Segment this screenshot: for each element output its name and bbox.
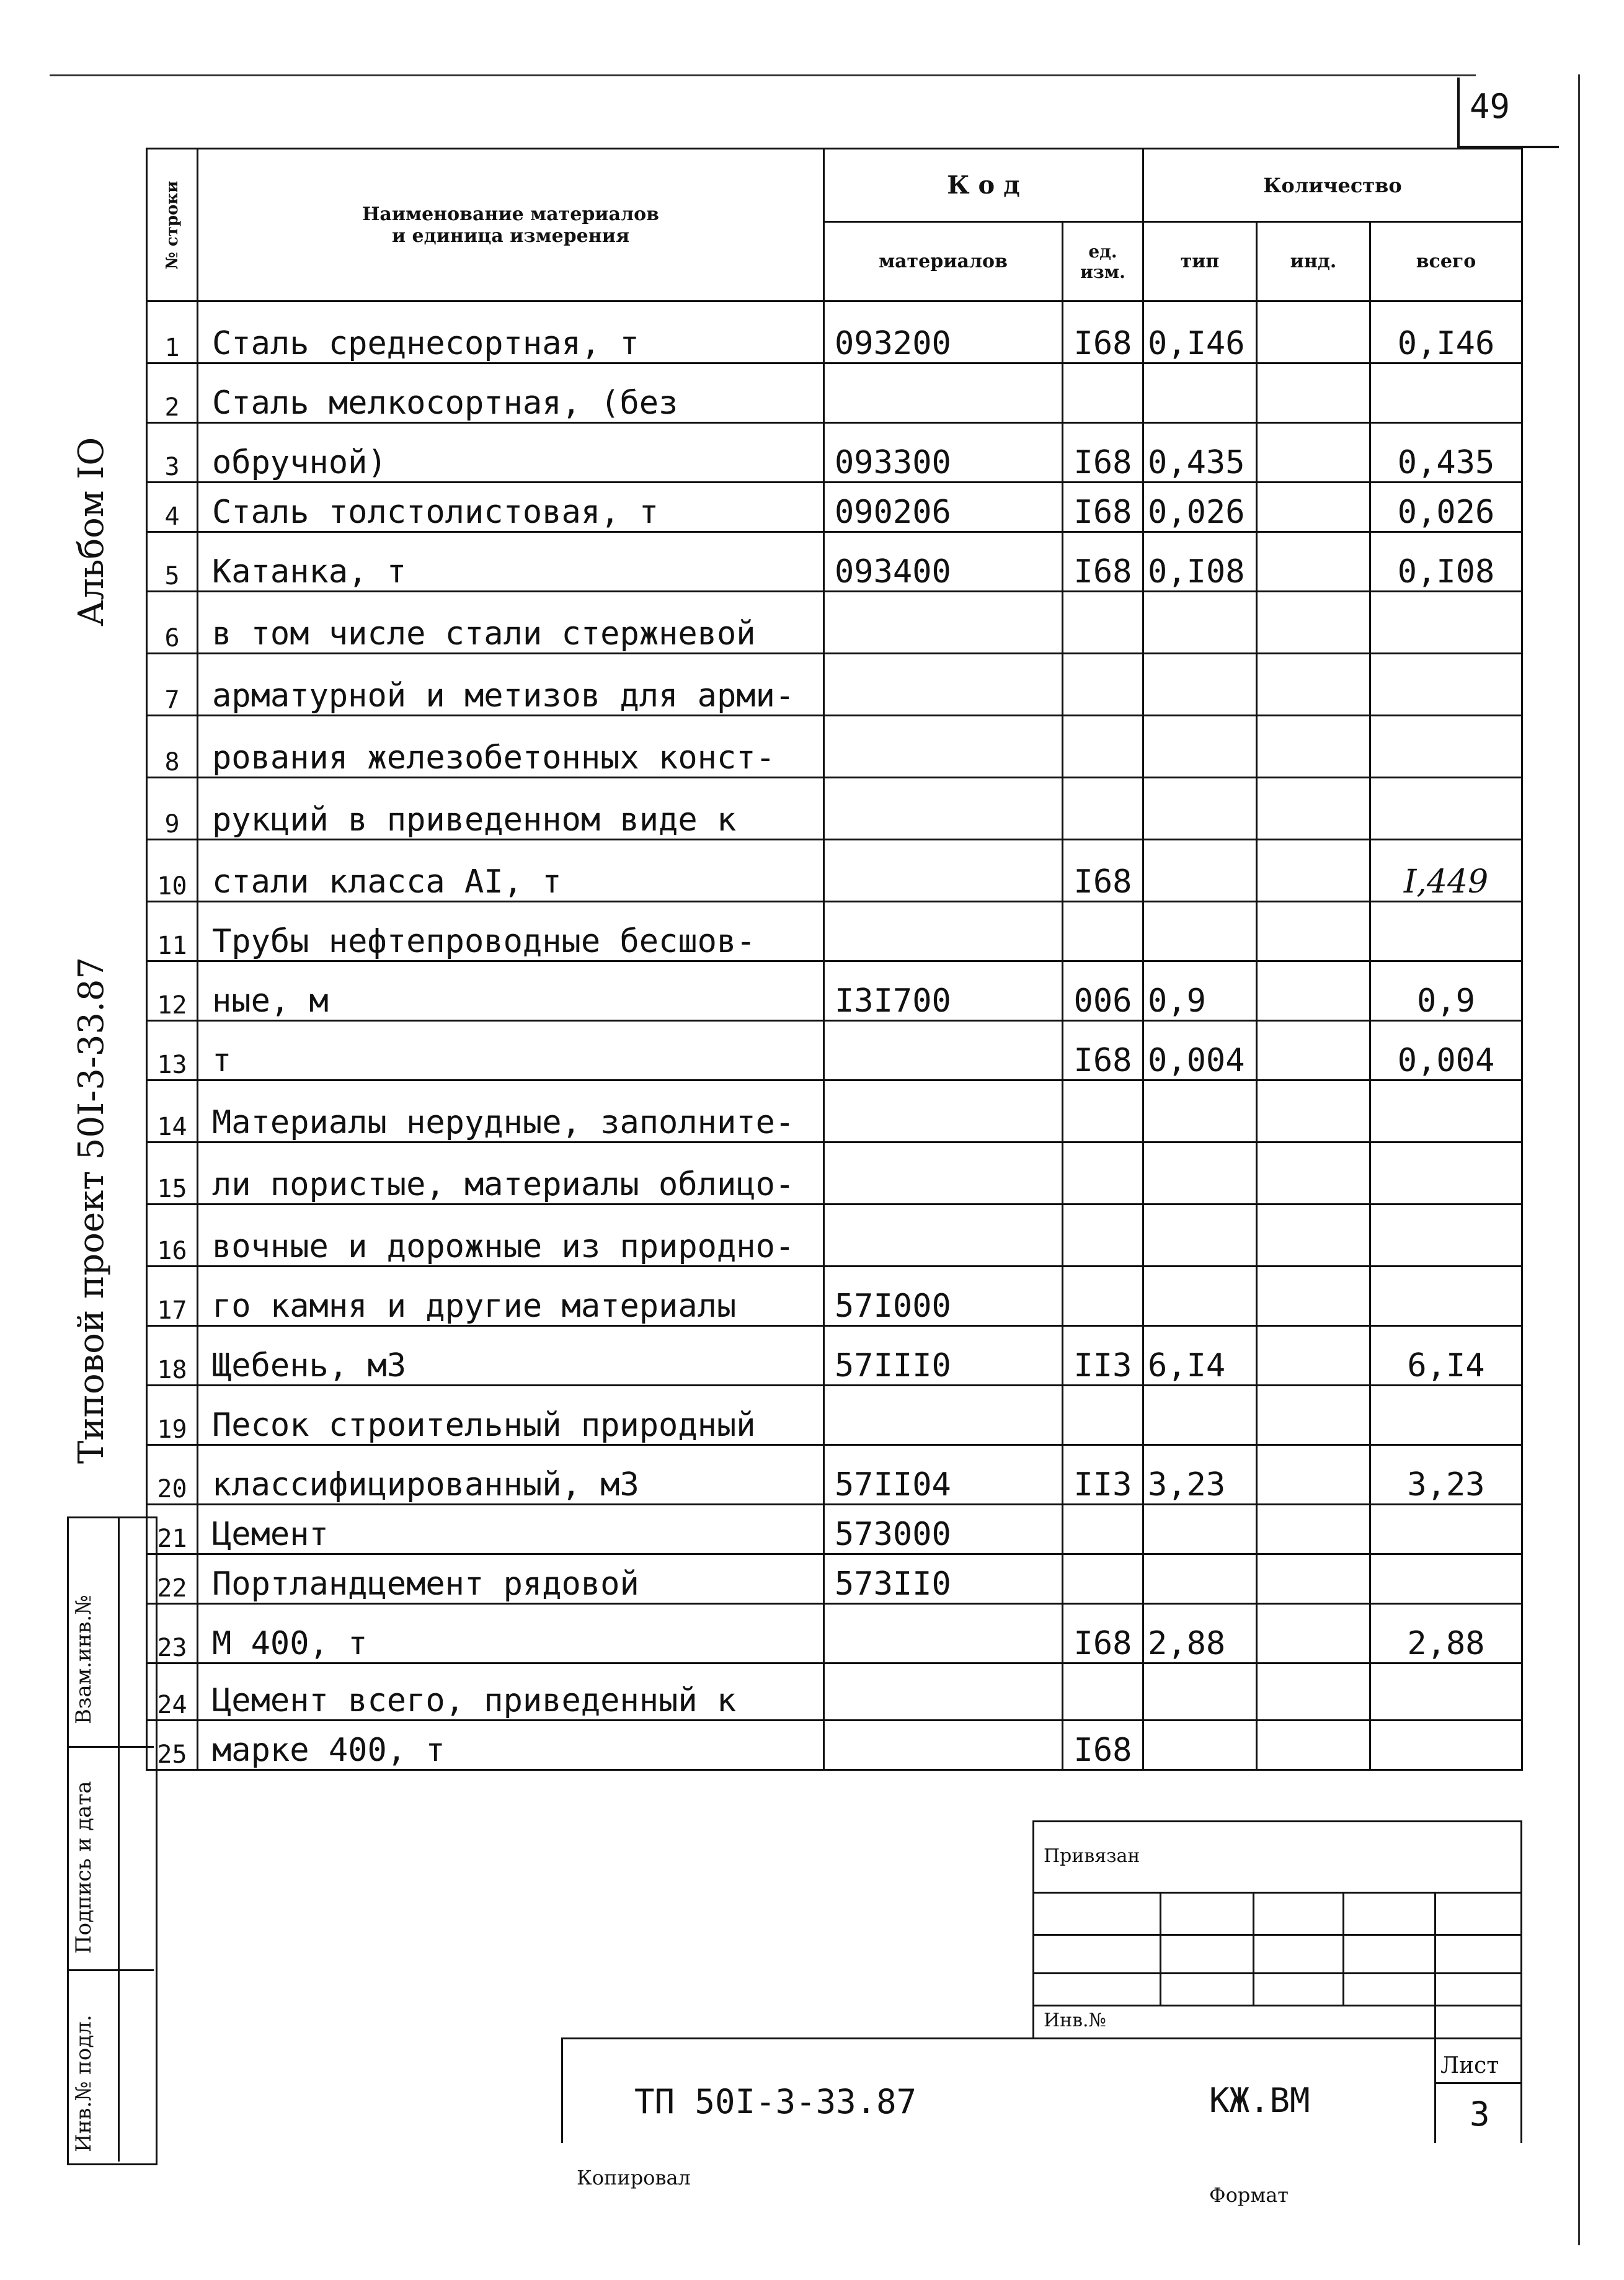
table-row bbox=[147, 840, 1522, 902]
material-name: Трубы нефтепроводные бесшов- bbox=[198, 902, 824, 961]
qty-typ bbox=[1143, 778, 1257, 840]
table-row bbox=[147, 1604, 1522, 1663]
material-code: 573II0 bbox=[824, 1554, 1063, 1604]
stamp-mark: КЖ.ВМ bbox=[1209, 2081, 1310, 2120]
header-code-unit: ед. изм. bbox=[1063, 222, 1143, 301]
table-row bbox=[147, 1505, 1522, 1554]
qty-typ bbox=[1143, 654, 1257, 716]
unit-code: II3 bbox=[1063, 1326, 1143, 1386]
row-number: 14 bbox=[147, 1080, 198, 1142]
material-code bbox=[824, 1721, 1063, 1770]
material-code bbox=[824, 902, 1063, 961]
material-code bbox=[824, 1142, 1063, 1205]
material-name: рования железобетонных конст- bbox=[198, 716, 824, 778]
qty-total: 0,I08 bbox=[1370, 532, 1522, 592]
qty-total bbox=[1370, 1205, 1522, 1267]
header-qty-ind: инд. bbox=[1257, 222, 1370, 301]
table-row bbox=[147, 301, 1522, 363]
material-code bbox=[824, 1663, 1063, 1721]
row-number: 6 bbox=[147, 592, 198, 654]
material-name: классифицированный, м3 bbox=[198, 1445, 824, 1505]
qty-ind bbox=[1257, 1554, 1370, 1604]
header-code: К о д bbox=[824, 149, 1143, 222]
unit-code bbox=[1063, 1267, 1143, 1326]
table-row bbox=[147, 902, 1522, 961]
table-row bbox=[147, 1554, 1522, 1604]
footer-copied: Копировал bbox=[577, 2166, 691, 2189]
qty-total: I,449 bbox=[1370, 840, 1522, 902]
unit-code: I68 bbox=[1063, 483, 1143, 532]
materials-table bbox=[146, 148, 1523, 1771]
table-row bbox=[147, 1386, 1522, 1445]
row-number: 9 bbox=[147, 778, 198, 840]
qty-typ: 0,I08 bbox=[1143, 532, 1257, 592]
table-row bbox=[147, 592, 1522, 654]
row-number: 20 bbox=[147, 1445, 198, 1505]
strip-label-signature-date: Подпись и дата bbox=[71, 1781, 96, 1954]
qty-total: 0,I46 bbox=[1370, 301, 1522, 363]
table-row bbox=[147, 1267, 1522, 1326]
qty-typ bbox=[1143, 1721, 1257, 1770]
material-name: в том числе стали стержневой bbox=[198, 592, 824, 654]
material-code bbox=[824, 654, 1063, 716]
qty-typ bbox=[1143, 902, 1257, 961]
row-number: 17 bbox=[147, 1267, 198, 1326]
album-label: Альбом IO bbox=[71, 437, 112, 626]
material-name: Сталь среднесортная, т bbox=[198, 301, 824, 363]
header-quantity: Количество bbox=[1143, 149, 1522, 222]
unit-code bbox=[1063, 1142, 1143, 1205]
row-number: 11 bbox=[147, 902, 198, 961]
material-code bbox=[824, 778, 1063, 840]
strip-label-replace-inv: Взам.инв.№ bbox=[71, 1595, 96, 1724]
top-border-line bbox=[50, 74, 1476, 76]
row-number: 22 bbox=[147, 1554, 198, 1604]
unit-code: I68 bbox=[1063, 1021, 1143, 1080]
qty-typ: 0,9 bbox=[1143, 961, 1257, 1021]
table-row bbox=[147, 1021, 1522, 1080]
qty-ind bbox=[1257, 1386, 1370, 1445]
row-number: 12 bbox=[147, 961, 198, 1021]
material-code bbox=[824, 1080, 1063, 1142]
table-row bbox=[147, 1445, 1522, 1505]
qty-typ bbox=[1143, 1554, 1257, 1604]
qty-typ: 0,I46 bbox=[1143, 301, 1257, 363]
unit-code: I68 bbox=[1063, 1604, 1143, 1663]
qty-total: 2,88 bbox=[1370, 1604, 1522, 1663]
header-qty-total: всего bbox=[1370, 222, 1522, 301]
stamp-attached-label: Привязан bbox=[1044, 1845, 1140, 1867]
qty-total: 0,435 bbox=[1370, 423, 1522, 483]
qty-typ bbox=[1143, 716, 1257, 778]
qty-typ bbox=[1143, 1386, 1257, 1445]
row-number: 24 bbox=[147, 1663, 198, 1721]
qty-typ: 0,026 bbox=[1143, 483, 1257, 532]
material-name: Материалы нерудные, заполните- bbox=[198, 1080, 824, 1142]
material-name: го камня и другие материалы bbox=[198, 1267, 824, 1326]
qty-total bbox=[1370, 592, 1522, 654]
unit-code: I68 bbox=[1063, 301, 1143, 363]
table-row bbox=[147, 716, 1522, 778]
table-row bbox=[147, 1205, 1522, 1267]
table-row bbox=[147, 532, 1522, 592]
material-name: арматурной и метизов для арми- bbox=[198, 654, 824, 716]
table-row bbox=[147, 1326, 1522, 1386]
material-name: рукций в приведенном виде к bbox=[198, 778, 824, 840]
qty-total: 0,026 bbox=[1370, 483, 1522, 532]
qty-ind bbox=[1257, 902, 1370, 961]
material-name: стали класса AI, т bbox=[198, 840, 824, 902]
unit-code bbox=[1063, 1205, 1143, 1267]
strip-label-inv-original: Инв.№ подл. bbox=[71, 2015, 96, 2152]
material-code: 093300 bbox=[824, 423, 1063, 483]
qty-ind bbox=[1257, 1142, 1370, 1205]
row-number: 10 bbox=[147, 840, 198, 902]
qty-ind bbox=[1257, 483, 1370, 532]
qty-ind bbox=[1257, 1721, 1370, 1770]
material-code bbox=[824, 1021, 1063, 1080]
qty-ind bbox=[1257, 1267, 1370, 1326]
strip-separator bbox=[67, 1746, 154, 1748]
qty-ind bbox=[1257, 592, 1370, 654]
table-body bbox=[147, 301, 1522, 1770]
qty-typ bbox=[1143, 1267, 1257, 1326]
stamp-document-code: ТП 50I-3-33.87 bbox=[634, 2082, 917, 2121]
material-code: 57I000 bbox=[824, 1267, 1063, 1326]
row-number: 5 bbox=[147, 532, 198, 592]
stamp-sheet-number: 3 bbox=[1470, 2095, 1490, 2134]
stamp-sheet-label: Лист bbox=[1440, 2053, 1499, 2078]
material-code: 093200 bbox=[824, 301, 1063, 363]
row-number: 23 bbox=[147, 1604, 198, 1663]
row-number: 19 bbox=[147, 1386, 198, 1445]
unit-code bbox=[1063, 592, 1143, 654]
row-number: 25 bbox=[147, 1721, 198, 1770]
table-row bbox=[147, 778, 1522, 840]
unit-code: I68 bbox=[1063, 423, 1143, 483]
unit-code bbox=[1063, 363, 1143, 423]
main-stamp bbox=[561, 2037, 1522, 2143]
material-code bbox=[824, 363, 1063, 423]
unit-code: I68 bbox=[1063, 532, 1143, 592]
table-row bbox=[147, 483, 1522, 532]
qty-ind bbox=[1257, 961, 1370, 1021]
unit-code bbox=[1063, 716, 1143, 778]
qty-typ bbox=[1143, 1080, 1257, 1142]
table-row bbox=[147, 1142, 1522, 1205]
qty-ind bbox=[1257, 1663, 1370, 1721]
material-code bbox=[824, 1205, 1063, 1267]
header-row-number: № строки bbox=[147, 149, 198, 301]
qty-ind bbox=[1257, 363, 1370, 423]
qty-total bbox=[1370, 1386, 1522, 1445]
table-row bbox=[147, 423, 1522, 483]
footer-format: Формат bbox=[1209, 2183, 1289, 2207]
qty-ind bbox=[1257, 840, 1370, 902]
qty-typ: 0,435 bbox=[1143, 423, 1257, 483]
qty-typ bbox=[1143, 592, 1257, 654]
material-name: Песок строительный природный bbox=[198, 1386, 824, 1445]
material-name: т bbox=[198, 1021, 824, 1080]
qty-ind bbox=[1257, 1080, 1370, 1142]
header-code-material: материалов bbox=[824, 222, 1063, 301]
qty-total bbox=[1370, 1142, 1522, 1205]
unit-code: I68 bbox=[1063, 840, 1143, 902]
material-name: Катанка, т bbox=[198, 532, 824, 592]
qty-total bbox=[1370, 902, 1522, 961]
unit-code bbox=[1063, 1080, 1143, 1142]
qty-total: 6,I4 bbox=[1370, 1326, 1522, 1386]
material-code bbox=[824, 592, 1063, 654]
unit-code bbox=[1063, 1386, 1143, 1445]
row-number: 7 bbox=[147, 654, 198, 716]
qty-ind bbox=[1257, 654, 1370, 716]
row-number: 13 bbox=[147, 1021, 198, 1080]
qty-typ: 2,88 bbox=[1143, 1604, 1257, 1663]
qty-total bbox=[1370, 1663, 1522, 1721]
right-border-line bbox=[1578, 74, 1580, 2245]
qty-typ: 3,23 bbox=[1143, 1445, 1257, 1505]
table-row bbox=[147, 1663, 1522, 1721]
unit-code: II3 bbox=[1063, 1445, 1143, 1505]
qty-typ bbox=[1143, 1505, 1257, 1554]
project-label: Типовой проект 50I-3-33.87 bbox=[71, 956, 112, 1464]
material-code bbox=[824, 1604, 1063, 1663]
material-name: М 400, т bbox=[198, 1604, 824, 1663]
material-name: Цемент всего, приведенный к bbox=[198, 1663, 824, 1721]
qty-total bbox=[1370, 654, 1522, 716]
qty-ind bbox=[1257, 1505, 1370, 1554]
material-code: 57II04 bbox=[824, 1445, 1063, 1505]
qty-total bbox=[1370, 1721, 1522, 1770]
unit-code bbox=[1063, 1554, 1143, 1604]
qty-typ bbox=[1143, 1663, 1257, 1721]
unit-code bbox=[1063, 778, 1143, 840]
row-number: 8 bbox=[147, 716, 198, 778]
unit-code: I68 bbox=[1063, 1721, 1143, 1770]
row-number: 18 bbox=[147, 1326, 198, 1386]
qty-total: 0,9 bbox=[1370, 961, 1522, 1021]
material-name: Щебень, м3 bbox=[198, 1326, 824, 1386]
strip-separator bbox=[67, 1969, 154, 1971]
row-number: 2 bbox=[147, 363, 198, 423]
qty-ind bbox=[1257, 301, 1370, 363]
material-name: вочные и дорожные из природно- bbox=[198, 1205, 824, 1267]
qty-total bbox=[1370, 716, 1522, 778]
strip-divider bbox=[118, 1516, 120, 2162]
qty-ind bbox=[1257, 778, 1370, 840]
qty-typ: 6,I4 bbox=[1143, 1326, 1257, 1386]
material-name: ли пористые, материалы облицо- bbox=[198, 1142, 824, 1205]
qty-ind bbox=[1257, 1021, 1370, 1080]
unit-code bbox=[1063, 654, 1143, 716]
material-code: 093400 bbox=[824, 532, 1063, 592]
qty-ind bbox=[1257, 532, 1370, 592]
row-number: 4 bbox=[147, 483, 198, 532]
qty-typ: 0,004 bbox=[1143, 1021, 1257, 1080]
material-name: Портландцемент рядовой bbox=[198, 1554, 824, 1604]
qty-typ bbox=[1143, 363, 1257, 423]
material-name: ные, м bbox=[198, 961, 824, 1021]
material-name: Сталь толстолистовая, т bbox=[198, 483, 824, 532]
material-name: обручной) bbox=[198, 423, 824, 483]
qty-ind bbox=[1257, 1326, 1370, 1386]
row-number: 21 bbox=[147, 1505, 198, 1554]
table-row bbox=[147, 961, 1522, 1021]
unit-code: 006 bbox=[1063, 961, 1143, 1021]
qty-typ bbox=[1143, 840, 1257, 902]
page-number: 49 bbox=[1470, 87, 1511, 126]
material-name: Цемент bbox=[198, 1505, 824, 1554]
material-code: 57III0 bbox=[824, 1326, 1063, 1386]
qty-total: 3,23 bbox=[1370, 1445, 1522, 1505]
qty-ind bbox=[1257, 1205, 1370, 1267]
material-code bbox=[824, 840, 1063, 902]
unit-code bbox=[1063, 1505, 1143, 1554]
material-name: марке 400, т bbox=[198, 1721, 824, 1770]
row-number: 16 bbox=[147, 1205, 198, 1267]
qty-total bbox=[1370, 1554, 1522, 1604]
qty-total bbox=[1370, 1267, 1522, 1326]
row-number: 15 bbox=[147, 1142, 198, 1205]
material-code: 090206 bbox=[824, 483, 1063, 532]
table-row bbox=[147, 654, 1522, 716]
table-row bbox=[147, 1080, 1522, 1142]
qty-ind bbox=[1257, 423, 1370, 483]
header-name: Наименование материалов и единица измерения bbox=[198, 149, 824, 301]
unit-code bbox=[1063, 902, 1143, 961]
qty-ind bbox=[1257, 1445, 1370, 1505]
table-row bbox=[147, 363, 1522, 423]
qty-total bbox=[1370, 363, 1522, 423]
table-row bbox=[147, 1721, 1522, 1770]
material-code: I3I700 bbox=[824, 961, 1063, 1021]
material-name: Сталь мелкосортная, (без bbox=[198, 363, 824, 423]
qty-total: 0,004 bbox=[1370, 1021, 1522, 1080]
qty-total bbox=[1370, 1080, 1522, 1142]
material-code bbox=[824, 716, 1063, 778]
qty-ind bbox=[1257, 716, 1370, 778]
qty-total bbox=[1370, 778, 1522, 840]
qty-typ bbox=[1143, 1142, 1257, 1205]
stamp-inv-label: Инв.№ bbox=[1044, 2010, 1106, 2031]
qty-ind bbox=[1257, 1604, 1370, 1663]
qty-total bbox=[1370, 1505, 1522, 1554]
row-number: 1 bbox=[147, 301, 198, 363]
header-qty-typ: тип bbox=[1143, 222, 1257, 301]
unit-code bbox=[1063, 1663, 1143, 1721]
row-number: 3 bbox=[147, 423, 198, 483]
qty-typ bbox=[1143, 1205, 1257, 1267]
material-code bbox=[824, 1386, 1063, 1445]
material-code: 573000 bbox=[824, 1505, 1063, 1554]
